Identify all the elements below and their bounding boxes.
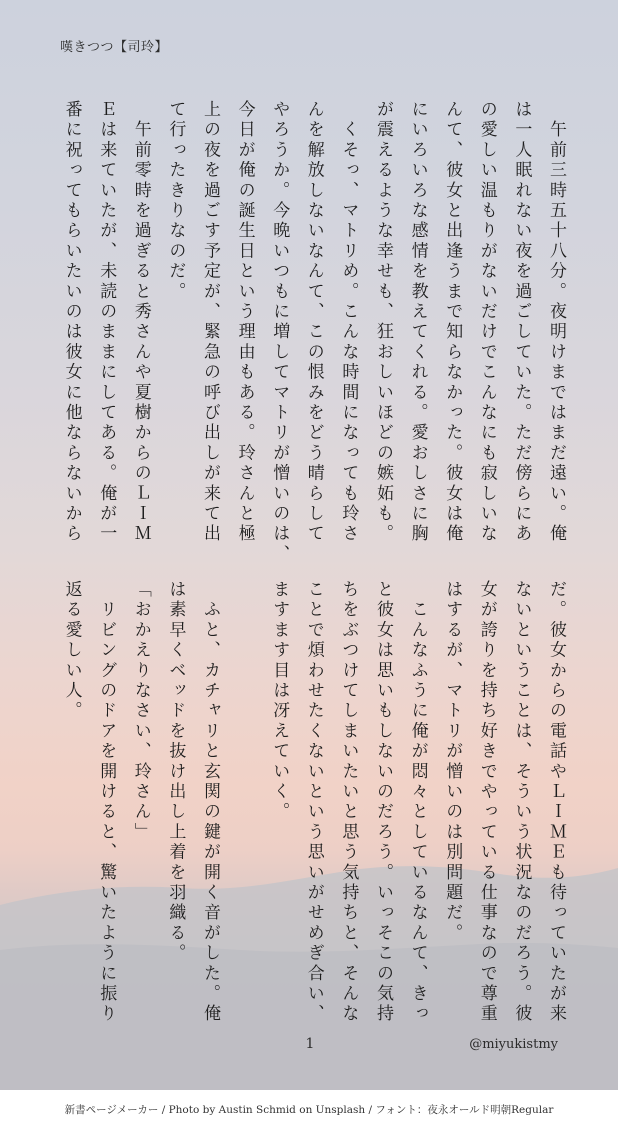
text-column: は素早くベッドを抜け出し上着を羽織る。: [165, 580, 186, 964]
text-column: と彼女は思いもしないのだろう。いっそこの気持: [373, 580, 393, 1025]
text-column: の愛しい温もりがないだけでこんなにも寂しいな: [476, 100, 497, 545]
text-column: リビングのドアを開けると、驚いたように振り: [96, 580, 117, 1025]
text-column: 「おかえりなさい、玲さん」: [130, 580, 151, 843]
text-column: にいろいろな感情を教えてくれる。愛おしさに胸: [407, 100, 428, 545]
text-column: 返る愛しい人。: [61, 580, 82, 722]
text-column: はするが、マトリが憎いのは別問題だ。: [442, 580, 463, 944]
credits-line: 新書ページメーカー / Photo by Austin Schmid on Unsplash / フォント：夜永オールド明朝Regular: [64, 1104, 554, 1116]
page-number: 1: [305, 1036, 315, 1052]
author-handle: @miyukistmy: [469, 1037, 558, 1052]
text-column: Ｅは来ていたが、未読のままにしてある。俺が一: [96, 100, 117, 545]
text-column: こんなふうに俺が悶々としているなんて、きっ: [407, 580, 428, 1025]
text-column: ないということは、そういう状況なのだろう。彼: [511, 580, 532, 1025]
text-column: んを解放しないなんて、この恨みをどう晴らして: [303, 100, 324, 545]
text-column: 女が誇りを持ち好きでやっている仕事なので尊重: [476, 580, 497, 1025]
text-column: ちをぶつけてしまいたいと思う気持ちと、そんな: [338, 580, 359, 1025]
text-column: んて、彼女と出逢うまで知らなかった。彼女は俺: [442, 100, 463, 545]
text-column: くそっ、マトリめ。こんな時間になっても玲さ: [338, 100, 359, 545]
text-column: て行ったきりなのだ。: [165, 100, 186, 302]
text-column: 上の夜を過ごす予定が、緊急の呼び出しが来て出: [200, 100, 220, 545]
text-column: 午前零時を過ぎると秀さんや夏樹からのＬＩＭ: [130, 100, 151, 545]
text-column: が震えるような幸せも、狂おしいほどの嫉妬も。: [373, 100, 393, 545]
text-column: 午前三時五十八分。夜明けまではまだ遠い。俺: [546, 100, 566, 545]
text-column: やろうか。今晩いつもに増してマトリが憎いのは、: [269, 100, 290, 565]
text-column: ふと、カチャリと玄関の鍵が開く音がした。俺: [200, 580, 220, 1025]
text-column: 今日が俺の誕生日という理由もある。玲さんと極: [234, 100, 255, 545]
book-title: 嘆きつつ【司玲】: [60, 40, 169, 55]
text-column: ますます目は冴えていく。: [269, 580, 290, 823]
text-column: ことで煩わせたくないという思いがせめぎ合い、: [303, 580, 324, 1025]
text-column: は一人眠れない夜を過ごしていた。ただ傍らにあ: [511, 100, 532, 545]
text-column: だ。彼女からの電話やＬＩＭＥも待っていたが来: [546, 580, 566, 1025]
text-column: 番に祝ってもらいたいのは彼女に他ならないから: [61, 100, 82, 545]
